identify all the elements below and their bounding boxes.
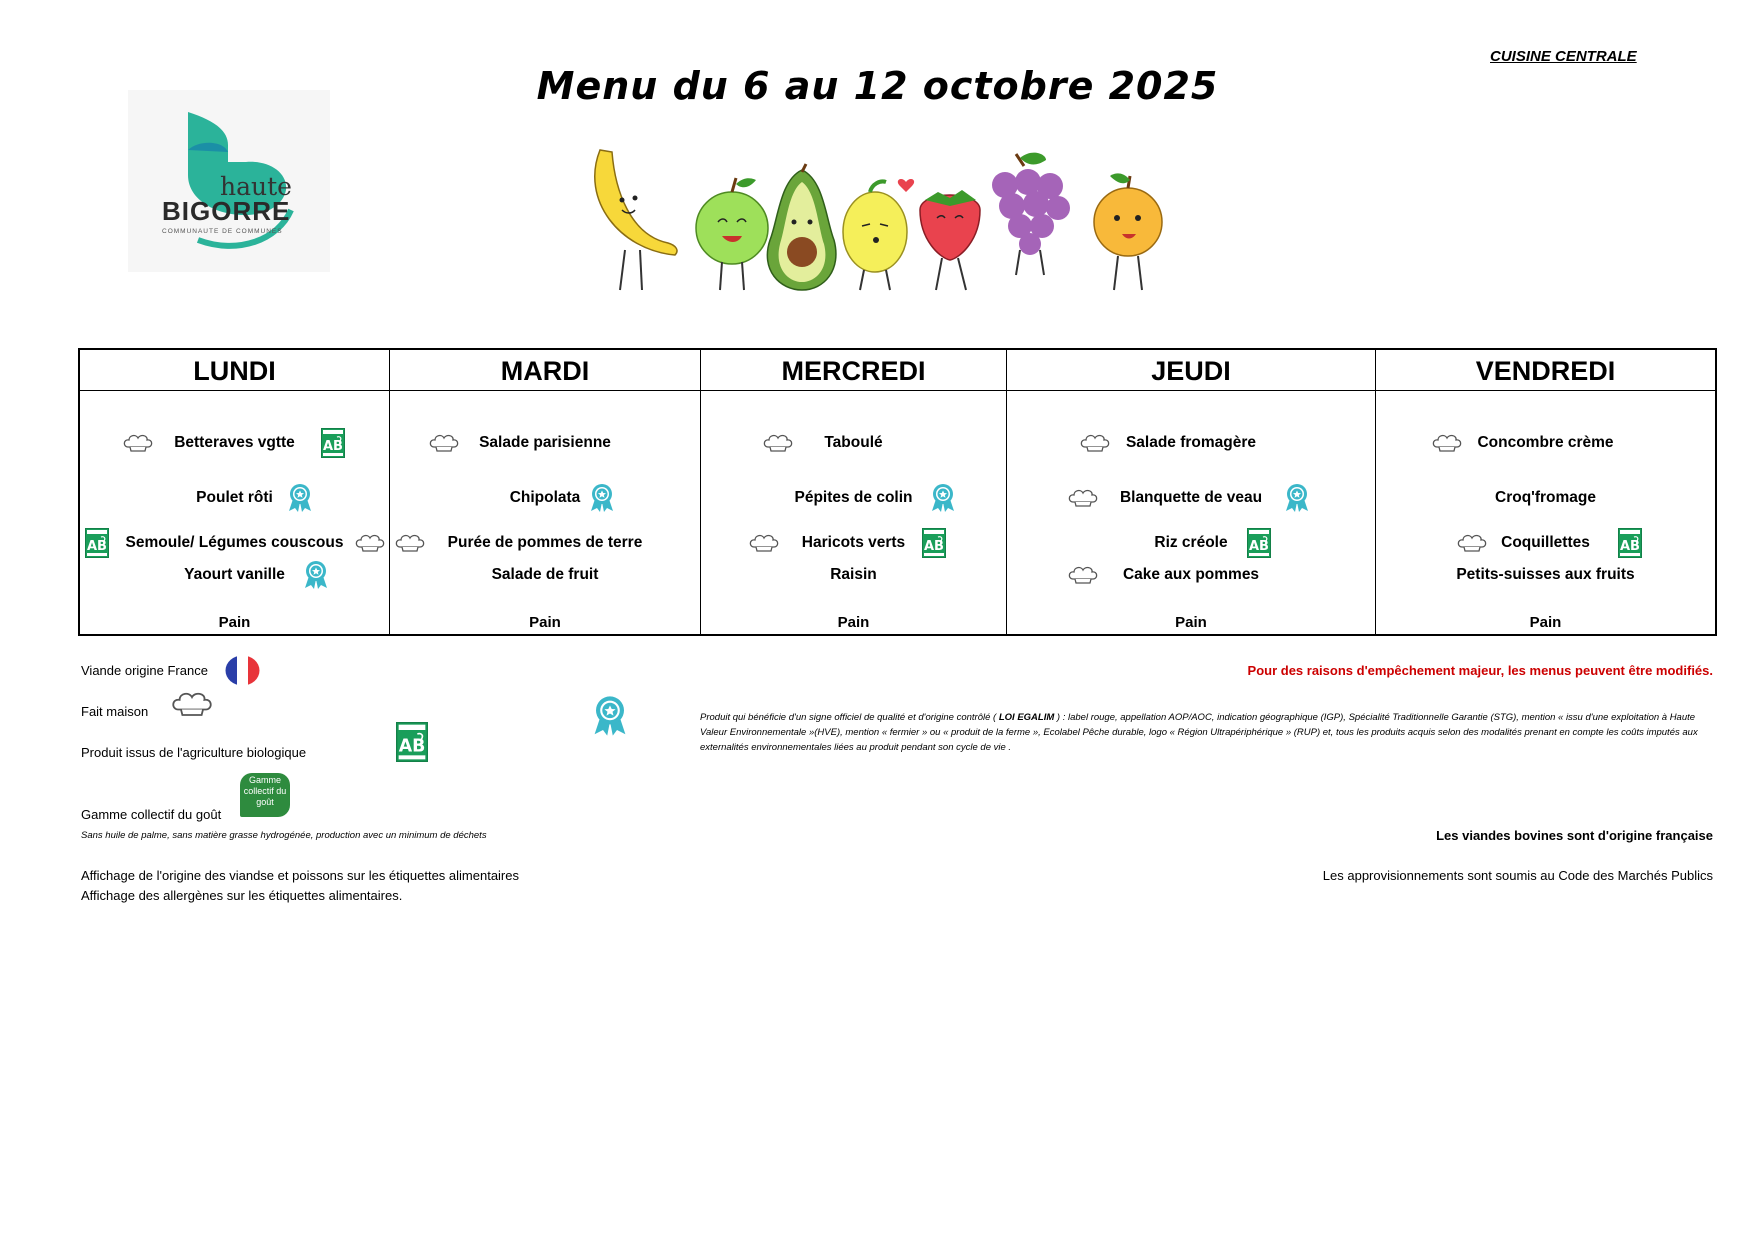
menu-item-label: Cake aux pommes — [1122, 566, 1260, 583]
day-header: JEUDI — [1007, 350, 1375, 391]
fait-maison-icon — [1456, 533, 1488, 553]
day-column-mercredi — [701, 350, 1007, 634]
bio-ab-icon — [1618, 528, 1642, 558]
fait-maison-icon — [428, 433, 460, 453]
chef-hat-icon — [170, 690, 214, 718]
fait-maison-icon — [354, 533, 386, 553]
fait-maison-icon — [1431, 433, 1463, 453]
strawberry-icon — [898, 179, 980, 290]
menu-item-side — [80, 534, 389, 552]
day-header: LUNDI — [80, 350, 389, 391]
menu-item-label: Riz créole — [1154, 534, 1228, 551]
bread-label: Pain — [529, 614, 561, 631]
bread-label: Pain — [218, 614, 251, 631]
fait-maison-icon — [1079, 433, 1111, 453]
menu-item-label: Salade de fruit — [491, 566, 599, 583]
bread-label: Pain — [1175, 614, 1207, 631]
banana-icon — [595, 150, 677, 290]
fait-maison-icon — [122, 433, 154, 453]
menu-item-starter — [390, 434, 700, 452]
logo-line-1: haute — [220, 172, 292, 201]
menu-item-main — [390, 489, 700, 507]
fait-maison-icon — [1067, 488, 1099, 508]
menu-item-label: Chipolata — [509, 489, 581, 506]
cuisine-centrale-label: CUISINE CENTRALE — [1490, 48, 1637, 65]
quality-label-legend-icon — [591, 695, 629, 737]
fait-maison-icon — [394, 533, 426, 553]
menu-item-label: Betteraves vgtte — [174, 434, 295, 451]
menu-item-starter — [1007, 434, 1375, 452]
bovines-note: Les viandes bovines sont d'origine française — [1436, 828, 1713, 843]
egalim-note — [700, 710, 1715, 755]
quality-label-icon — [303, 560, 329, 590]
grapes-icon — [992, 153, 1070, 275]
bio-ab-icon — [85, 528, 109, 558]
menu-item-main — [1376, 489, 1715, 507]
logo-line-2: BIGORRE — [162, 196, 291, 226]
logo-line-3: COMMUNAUTE DE COMMUNES — [162, 228, 283, 235]
menu-item-starter — [1376, 434, 1715, 452]
legend-viande: Viande origine France — [81, 663, 208, 678]
menu-item-label: Blanquette de veau — [1119, 489, 1263, 506]
menu-item-label: Semoule/ Légumes couscous — [125, 534, 344, 551]
menu-item-main — [701, 489, 1006, 507]
menu-item-starter — [701, 434, 1006, 452]
day-column-vendredi — [1376, 350, 1715, 634]
bio-ab-icon — [321, 428, 345, 458]
fait-maison-icon — [1067, 565, 1099, 585]
menu-item-dessert — [390, 566, 700, 584]
apple-icon — [696, 178, 768, 290]
legend-gamme: Gamme collectif du goût — [81, 807, 222, 822]
marches-publics-note: Les approvisionnements sont soumis au Code des Marchés Publics — [1322, 868, 1713, 883]
menu-item-label: Raisin — [830, 566, 877, 583]
day-header: MARDI — [390, 350, 700, 391]
menu-item-side — [1007, 534, 1375, 552]
menu-item-label: Concombre crème — [1477, 434, 1614, 451]
menu-item-label: Petits-suisses aux fruits — [1456, 566, 1635, 583]
day-column-jeudi — [1007, 350, 1376, 634]
menu-item-label: Coquillettes — [1501, 534, 1590, 551]
menu-item-label: Pépites de colin — [794, 489, 913, 506]
avocado-icon — [767, 164, 836, 290]
fait-maison-icon — [748, 533, 780, 553]
menu-item-label: Taboulé — [824, 434, 883, 451]
fruits-illustration — [580, 140, 1180, 300]
france-flag-icon — [225, 655, 260, 686]
day-column-lundi — [80, 350, 390, 634]
menu-item-main — [80, 489, 389, 507]
menu-item-main — [1007, 489, 1375, 507]
quality-label-icon — [930, 483, 956, 513]
menu-item-label: Purée de pommes de terre — [447, 534, 643, 551]
menu-item-label: Salade fromagère — [1125, 434, 1257, 451]
day-column-mardi — [390, 350, 701, 634]
menu-item-side — [390, 534, 700, 552]
menu-item-side — [1376, 534, 1715, 552]
modification-warning: Pour des raisons d'empêchement majeur, les menus peuvent être modifiés. — [1247, 663, 1713, 678]
lemon-icon — [843, 181, 907, 290]
menu-item-label: Yaourt vanille — [184, 566, 285, 583]
bio-ab-icon — [1247, 528, 1271, 558]
menu-item-label: Croq'fromage — [1495, 489, 1596, 506]
fait-maison-icon — [762, 433, 794, 453]
egalim-bold: LOI EGALIM — [998, 712, 1055, 723]
menu-table — [78, 348, 1717, 636]
legend-bio: Produit issus de l'agriculture biologique — [81, 745, 307, 760]
menu-item-dessert — [80, 566, 389, 584]
bread-label: Pain — [1529, 614, 1562, 631]
day-header: VENDREDI — [1376, 350, 1715, 391]
affichage-origine-note: Affichage de l'origine des viandse et poissons sur les étiquettes alimentaires — [81, 868, 519, 883]
egalim-post: ) : label rouge, appellation AOP/AOC, indication géographique (IGP), Spécialité Traditionnelle Garantie (STG), mention « issu d'une exploitation à Haute Valeur Environnementale »(HVE), mention « fermier » ou « produit de la ferme », Ecolabel Pêche durable, logo « Région Ultrapériphérique » (RUP) et, tous les produits acquis selon des modalités prenant en compte les coûts imputés aux externalités environnementales liées au produit pendant son cycle de vie . — [700, 712, 1698, 753]
menu-item-label: Haricots verts — [801, 534, 906, 551]
menu-item-dessert — [1007, 566, 1375, 584]
menu-item-side — [701, 534, 1006, 552]
day-header: MERCREDI — [701, 350, 1006, 391]
haute-bigorre-logo — [128, 90, 330, 272]
quality-label-icon — [589, 483, 615, 513]
page-title: Menu du 6 au 12 octobre 2025 — [536, 64, 1219, 108]
legend-fait-maison: Fait maison — [81, 704, 149, 719]
ab-logo-icon — [396, 721, 428, 763]
quality-label-icon — [287, 483, 313, 513]
orange-icon — [1094, 173, 1162, 290]
bread-label: Pain — [837, 614, 870, 631]
bio-ab-icon — [922, 528, 946, 558]
egalim-pre: Produit qui bénéficie d'un signe officiel de qualité et d'origine contrôlé ( — [700, 712, 999, 723]
menu-item-label: Salade parisienne — [479, 434, 611, 451]
sans-huile-note: Sans huile de palme, sans matière grasse hydrogénée, production avec un minimum de déchets — [81, 830, 487, 841]
menu-item-dessert — [1376, 566, 1715, 584]
gamme-collectif-badge-icon: Gamme collectif du goût — [240, 773, 290, 817]
menu-item-dessert — [701, 566, 1006, 584]
quality-label-icon — [1284, 483, 1310, 513]
menu-item-starter — [80, 434, 389, 452]
affichage-allergenes-note: Affichage des allergènes sur les étiquettes alimentaires. — [81, 888, 403, 903]
menu-item-label: Poulet rôti — [196, 489, 273, 506]
